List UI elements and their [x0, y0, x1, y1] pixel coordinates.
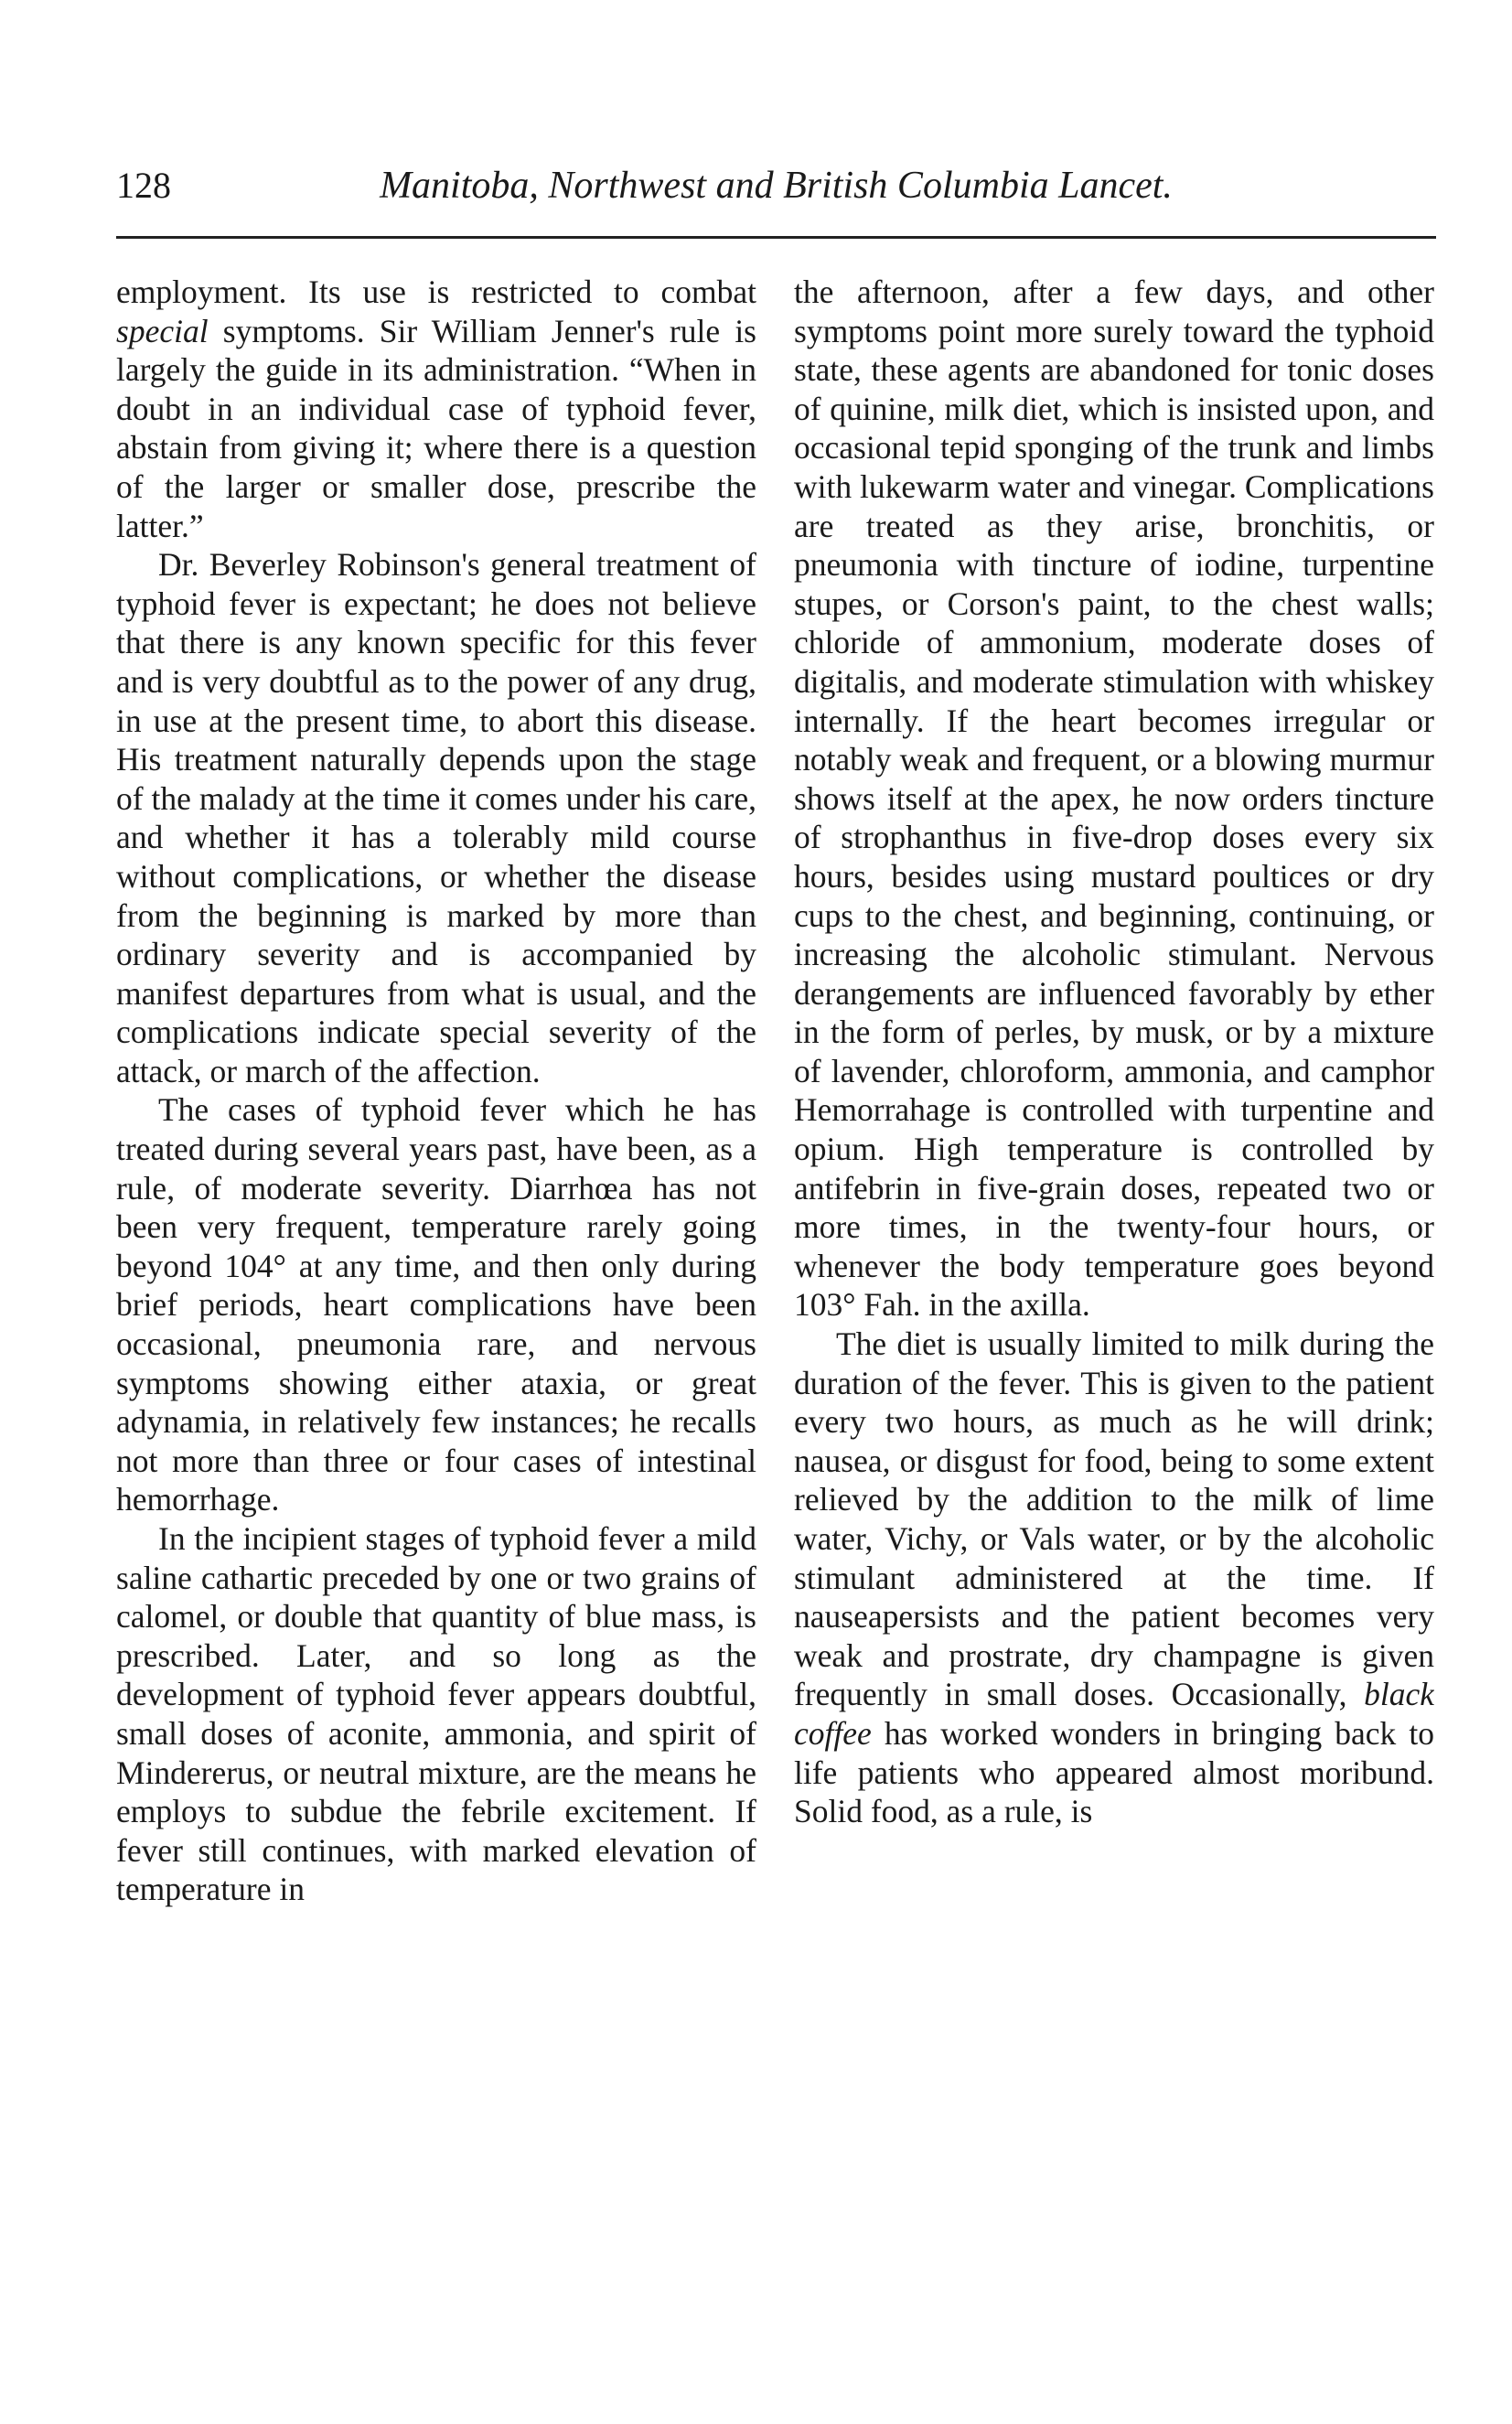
journal-title: Manitoba, Northwest and British Columbia Lancet.: [380, 165, 1173, 207]
paragraph-diet: [794, 1325, 1434, 1831]
running-head: [116, 163, 1436, 214]
paragraph-afternoon: the afternoon, after a few days, and other symptoms point more surely toward the typhoid state, these agents are abandoned for tonic doses of quinine, milk diet, which is insisted upon, and occasional tepid sponging of the trunk and limbs with lukewarm water and vinegar. Complications are treated as they arise, bronchitis, or pneumonia with tincture of iodine, turpentine stupes, or Corson's paint, to the chest walls; chloride of ammonium, moderate doses of digitalis, and moderate stimulation with whiskey internally. If the heart becomes irregular or notably weak and frequent, or a blowing murmur shows itself at the apex, he now orders tincture of strophanthus in five-drop doses every six hours, besides using mustard poultices or dry cups to the chest, and beginning, continuing, or increasing the alcoholic stimulant. Nervous derangements are influenced favorably by ether in the form of perles, by musk, or by a mixture of lavender, chloroform, ammonia, and camphor Hemorrahage is controlled with turpentine and opium. High temperature is controlled by antifebrin in five-grain doses, repeated two or more times, in the twenty-four hours, or whenever the body temperature goes beyond 103° Fah. in the axilla.: [794, 274, 1434, 1324]
right-column: [794, 273, 1434, 2413]
header-rule: [116, 236, 1436, 239]
text-run: The diet is usually limited to milk during the duration of the fever. This is given to the patient every two hours, as much as he will drink; nausea, or disgust for food, being to some extent relieved by the addition to the milk of lime water, Vichy, or Vals water, or by the alcoholic stimulant administered at the time. If nauseapersists and the patient becomes very weak and prostrate, dry champagne is given frequently in small doses. Occasionally,: [794, 1325, 1434, 1713]
italic-run: black coffee: [794, 1676, 1434, 1752]
text-run: symptoms. Sir William Jenner's rule is largely the guide in its administration. “When in doubt in an individual case of typhoid fever, abstain from giving it; where there is a question of the larger or smaller dose, prescribe the latter.”: [116, 312, 756, 544]
paragraph-employment: [116, 273, 756, 545]
italic-run: special: [116, 312, 209, 349]
text-run: employment. Its use is restricted to combat: [116, 274, 756, 310]
paragraph-robinson: Dr. Beverley Robinson's general treatment of typhoid fever is expectant; he does not believe that there is any known specific for this fever and is very doubtful as to the power of any drug, in use at the present time, to abort this disease. His treatment naturally depends upon the stage of the malady at the time it comes under his care, and whether it has a tolerably mild course without complications, or whether the disease from the beginning is marked by more than ordinary severity and is accompanied by manifest departures from what is usual, and the complications indicate special severity of the attack, or march of the affection.: [116, 546, 756, 1089]
paragraph-incipient-stages: In the incipient stages of typhoid fever a mild saline cathartic preceded by one or two grains of calomel, or double that quantity of blue mass, is prescribed. Later, and so long as the development of typhoid fever appears doubtful, small doses of aconite, ammonia, and spirit of Mindererus, or neutral mixture, are the means he employs to subdue the febrile excitement. If fever still continues, with marked elevation of temperature in: [116, 1520, 756, 1908]
text-run: has worked wonders in bringing back to life patients who appeared almost moribund. Solid food, as a rule, is: [794, 1714, 1434, 1830]
left-column: [116, 273, 756, 2413]
page-number: 128: [116, 165, 171, 206]
paragraph-cases: The cases of typhoid fever which he has treated during several years past, have been, as a rule, of moderate severity. Diarrhœa has not been very frequent, temperature rarely going beyond 104° at any time, and then only during brief periods, heart complications have been occasional, pneumonia rare, and nervous symptoms showing either ataxia, or great adynamia, in relatively few instances; he recalls not more than three or four cases of intestinal hemorrhage.: [116, 1091, 756, 1518]
